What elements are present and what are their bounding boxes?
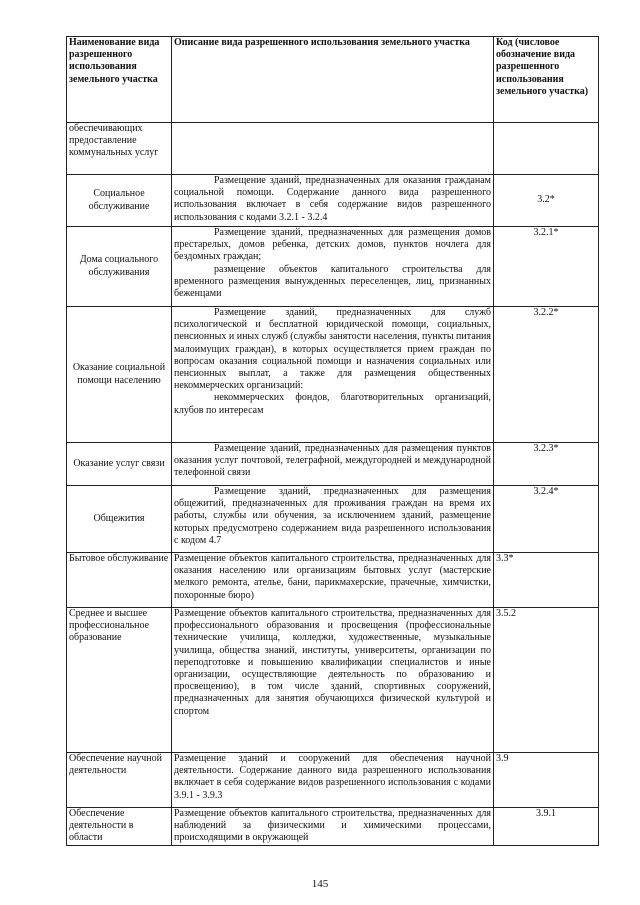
row-code: 3.5.2	[494, 608, 599, 753]
row-code: 3.2.2*	[494, 307, 599, 443]
table-row	[67, 227, 599, 307]
row-description	[172, 123, 494, 175]
row-description	[172, 553, 494, 608]
description-paragraph: Размещение зданий, предназначенных для оказания гражданам социальной помощи. Содержание данного вида разрешенного использования включает в себя содержание видов разрешенного использования с кодами 3.2.1 - 3.2.4	[174, 175, 491, 223]
land-use-table	[66, 36, 599, 846]
table-row	[67, 123, 599, 175]
row-name: Социальное обслуживание	[67, 175, 172, 227]
description-paragraph: Размещение зданий и сооружений для обеспечения научной деятельности. Содержание данного вида разрешенного использования включает в себя содержание видов разрешенного использования с кодами 3.9.1 - 3.9.3	[174, 753, 491, 801]
header-name: Наименование вида разрешенного использования земельного участка	[67, 37, 172, 123]
header-code: Код (числовое обозначение вида разрешенного использования земельного участка)	[494, 37, 599, 123]
table-row	[67, 753, 599, 808]
table-row	[67, 553, 599, 608]
row-name: Бытовое обслуживание	[67, 553, 172, 608]
page-number: 145	[311, 878, 329, 890]
table-row	[67, 608, 599, 753]
row-code: 3.9.1	[494, 808, 599, 846]
row-code: 3.2.1*	[494, 227, 599, 307]
description-paragraph: некоммерческих фондов, благотворительных организаций, клубов по интересам	[174, 392, 491, 416]
row-description	[172, 227, 494, 307]
row-description	[172, 443, 494, 486]
row-name: Обеспечение научной деятельности	[67, 753, 172, 808]
row-code	[494, 123, 599, 175]
row-name: Общежития	[67, 486, 172, 553]
row-description	[172, 608, 494, 753]
row-description	[172, 808, 494, 846]
row-code: 3.9	[494, 753, 599, 808]
row-description	[172, 175, 494, 227]
table-row	[67, 486, 599, 553]
row-code: 3.3*	[494, 553, 599, 608]
row-description	[172, 486, 494, 553]
table-row	[67, 808, 599, 846]
description-paragraph: Размещение зданий, предназначенных для служб психологической и бесплатной юридической помощи, социальных, пенсионных и иных служб (службы занятости населения, пункты питания малоимущих граждан), в которых осуществляется прием граждан по вопросам оказания социальной помощи и назначения социальных или пенсионных выплат, а также для размещения общественных некоммерческих организаций:	[174, 307, 491, 392]
description-paragraph: Размещение объектов капитального строительства, предназначенных для профессионального образования и просвещения (профессиональные технические училища, колледжи, художественные, музыкальные училища, общества знаний, институты, университеты, организации по переподготовке и повышению квалификации специалистов и иные организации, осуществляющие деятельность по образованию и просвещению), в том числе зданий, спортивных сооружений, предназначенных для занятия обучающихся физической культурой и спортом	[174, 608, 491, 717]
description-paragraph: Размещение зданий, предназначенных для размещения общежитий, предназначенных для проживания граждан на время их работы, службы или обучения, за исключением зданий, размещение которых предусмотрено содержанием вида разрешенного использования с кодом 4.7	[174, 486, 491, 546]
table-row	[67, 175, 599, 227]
row-name: Оказание услуг связи	[67, 443, 172, 486]
description-paragraph: Размещение зданий, предназначенных для размещения пунктов оказания услуг почтовой, телеграфной, междугородней и международной телефонной связи	[174, 443, 491, 479]
table-header-row	[67, 37, 599, 123]
table-row	[67, 307, 599, 443]
description-paragraph: размещение объектов капитального строительства для временного размещения вынужденных переселенцев, лиц, признанных беженцами	[174, 263, 491, 299]
row-name: Оказание социальной помощи населению	[67, 307, 172, 443]
description-paragraph: Размещение объектов капитального строительства, предназначенных для оказания населению или организациям бытовых услуг (мастерские мелкого ремонта, ателье, бани, парикмахерские, прачечные, химчистки, похоронные бюро)	[174, 553, 491, 601]
row-code: 3.2*	[494, 175, 599, 227]
row-name: Обеспечение деятельности в области	[67, 808, 172, 846]
table-row	[67, 443, 599, 486]
description-paragraph: Размещение зданий, предназначенных для размещения домов престарелых, домов ребенка, детских домов, пунктов ночлега для бездомных граждан;	[174, 227, 491, 263]
header-description: Описание вида разрешенного использования земельного участка	[172, 37, 494, 123]
row-code: 3.2.4*	[494, 486, 599, 553]
row-name: Среднее и высшее профессиональное образование	[67, 608, 172, 753]
row-name: обеспечивающих предоставление коммунальных услуг	[67, 123, 172, 175]
row-name: Дома социального обслуживания	[67, 227, 172, 307]
row-code: 3.2.3*	[494, 443, 599, 486]
row-description	[172, 753, 494, 808]
row-description	[172, 307, 494, 443]
description-paragraph: Размещение объектов капитального строительства, предназначенных для наблюдений за физическими и химическими процессами, происходящими в окружающей	[174, 808, 491, 844]
